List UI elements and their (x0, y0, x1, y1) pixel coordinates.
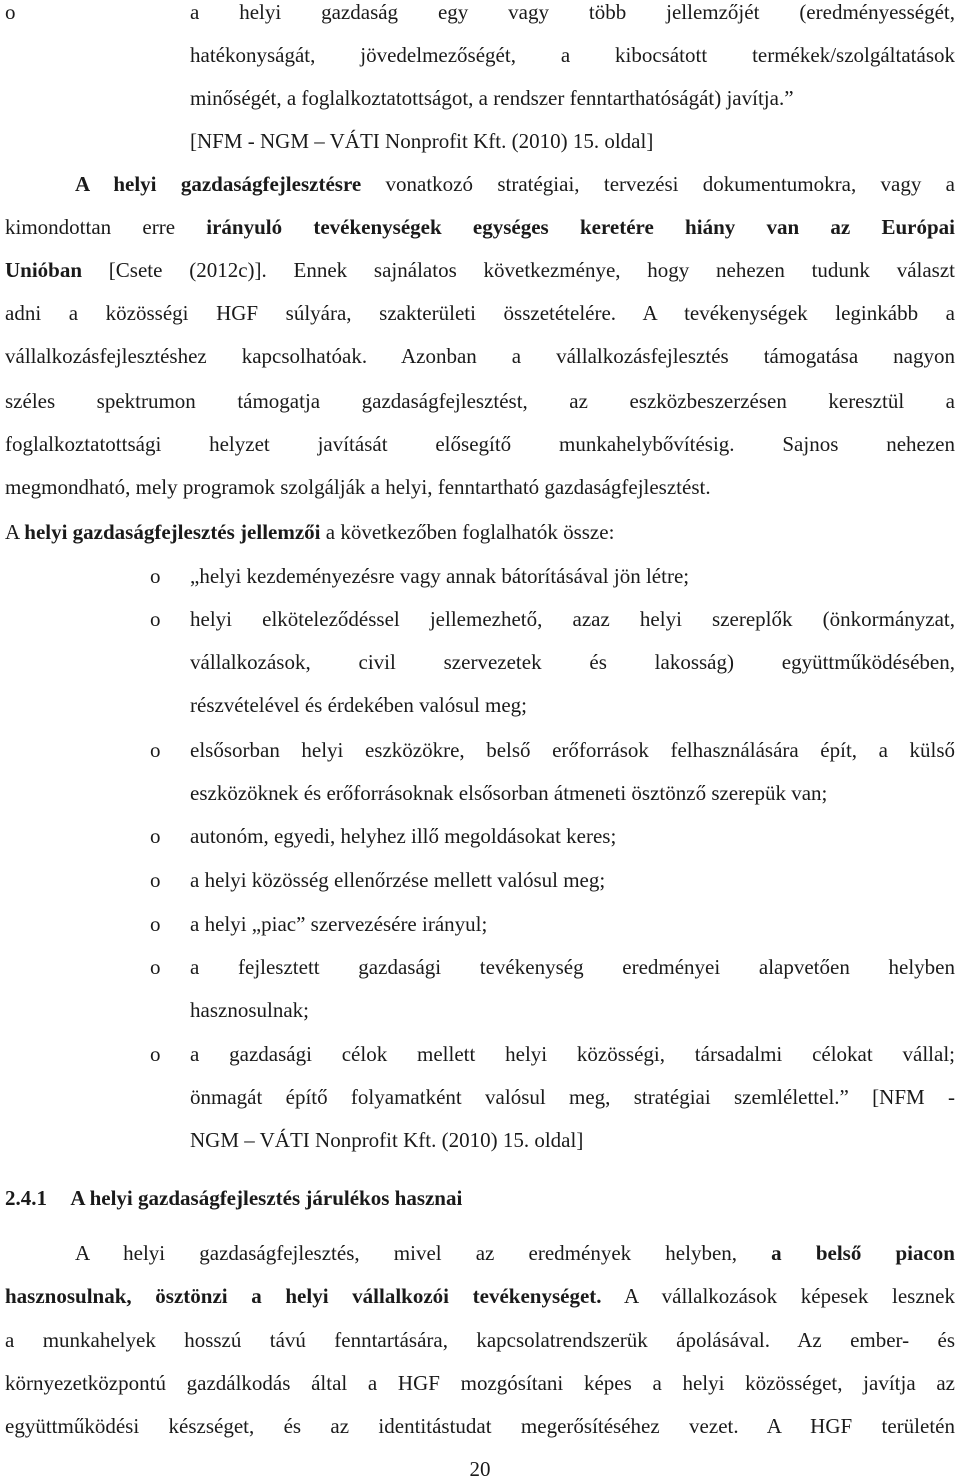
text-span: A (5, 520, 25, 544)
text-span: A vállalkozások képesek lesznek (601, 1284, 955, 1308)
text-line: vállalkozások, civil szervezetek és lakosság) együttműködésében, (190, 650, 955, 674)
text-line: a fejlesztett gazdasági tevékenység eredményei alapvetően helyben (190, 955, 955, 979)
bullet-marker: o (150, 955, 161, 979)
bold-text: a belső piacon (771, 1241, 955, 1265)
text-line: vállalkozásfejlesztéshez kapcsolhatóak. Azonban a vállalkozásfejlesztés támogatása nagyon (5, 344, 955, 368)
text-line: a helyi közösség ellenőrzése mellett valósul meg; (190, 868, 606, 892)
text-line: minőségét, a foglalkoztatottságot, a rendszer fenntarthatóságát) javítja.” (190, 86, 794, 110)
page-number: 20 (469, 1457, 491, 1481)
text-line: NGM – VÁTI Nonprofit Kft. (2010) 15. oldal] (190, 1128, 584, 1152)
text-line: együttműködési készséget, és az identitástudat megerősítéséhez vezet. A HGF területén (5, 1414, 955, 1438)
text-line: részvételével és érdekében valósul meg; (190, 693, 528, 717)
text-line: foglalkoztatottsági helyzet javítását elősegítő munkahelybővítésig. Sajnos nehezen (5, 432, 955, 456)
bold-text: A helyi gazdaságfejlesztésre (75, 172, 362, 196)
text-line: „helyi kezdeményezésre vagy annak bátorításával jön létre; (190, 564, 690, 588)
paragraph (5, 520, 955, 544)
bullet-marker: o (150, 564, 161, 588)
bullet-marker: o (5, 0, 16, 24)
bullet-marker: o (150, 824, 161, 848)
text-line: helyi elköteleződéssel jellemezhető, azaz helyi szereplők (önkormányzat, (190, 607, 955, 631)
bold-text: hasznosulnak, ösztönzi a helyi vállalkozói tevékenységet. (5, 1284, 602, 1308)
bullet-marker: o (150, 738, 161, 762)
bullet-marker: o (150, 607, 161, 631)
bold-text: helyi gazdaságfejlesztés jellemzői (24, 520, 321, 544)
section-number: 2.4.1 (5, 1186, 47, 1210)
text-line: elsősorban helyi eszközökre, belső erőforrások felhasználására épít, a külső (190, 738, 955, 762)
bold-text: irányuló tevékenységek egységes keretére hiány van az Európai (206, 215, 955, 239)
text-line (75, 172, 955, 196)
section-title: A helyi gazdaságfejlesztés járulékos hasznai (70, 1186, 463, 1210)
text-line: a munkahelyek hosszú távú fenntartására, kapcsolatrendszerük ápolásával. Az ember- és (5, 1328, 955, 1352)
text-span: [Csete (2012c)]. Ennek sajnálatos következménye, hogy nehezen tudunk választ (82, 258, 955, 282)
bullet-marker: o (150, 912, 161, 936)
bullet-marker: o (150, 868, 161, 892)
text-line: környezetközpontú gazdálkodás által a HGF mozgósítani képes a helyi közösséget, javítja az (5, 1371, 955, 1395)
text-line: a helyi „piac” szervezésére irányul; (190, 912, 488, 936)
text-line: a helyi gazdaság egy vagy több jellemzőjét (eredményességét, (190, 0, 955, 24)
text-span: kimondottan erre (5, 215, 207, 239)
bold-text: Unióban (5, 258, 83, 282)
text-line (5, 215, 955, 239)
text-span: A helyi gazdaságfejlesztés, mivel az eredmények helyben, (75, 1241, 772, 1265)
text-line: eszközöknek és erőforrásoknak elsősorban átmeneti ösztönző szerepük van; (190, 781, 828, 805)
text-line: autonóm, egyedi, helyhez illő megoldásokat keres; (190, 824, 617, 848)
text-line (5, 1284, 955, 1308)
text-line: önmagát építő folyamatként valósul meg, stratégiai szemlélettel.” [NFM - (190, 1085, 955, 1109)
section-heading (5, 1186, 462, 1210)
text-line: adni a közösségi HGF súlyára, szakterületi összetételére. A tevékenységek leginkább a (5, 301, 955, 325)
text-line: [NFM - NGM – VÁTI Nonprofit Kft. (2010) 15. oldal] (190, 129, 654, 153)
text-line: megmondható, mely programok szolgálják a helyi, fenntartható gazdaságfejlesztést. (5, 475, 711, 499)
text-line: hatékonyságát, jövedelmezőségét, a kibocsátott termékek/szolgáltatások (190, 43, 955, 67)
text-line: széles spektrumon támogatja gazdaságfejlesztést, az eszközbeszerzésen keresztül a (5, 389, 955, 413)
text-line (5, 258, 955, 282)
text-span: a következőben foglalhatók össze: (320, 520, 615, 544)
text-line (75, 1241, 955, 1265)
text-line: a gazdasági célok mellett helyi közösségi, társadalmi célokat vállal; (190, 1042, 955, 1066)
text-line: hasznosulnak; (190, 998, 309, 1022)
text-span: vonatkozó stratégiai, tervezési dokumentumokra, vagy a (361, 172, 955, 196)
bullet-marker: o (150, 1042, 161, 1066)
